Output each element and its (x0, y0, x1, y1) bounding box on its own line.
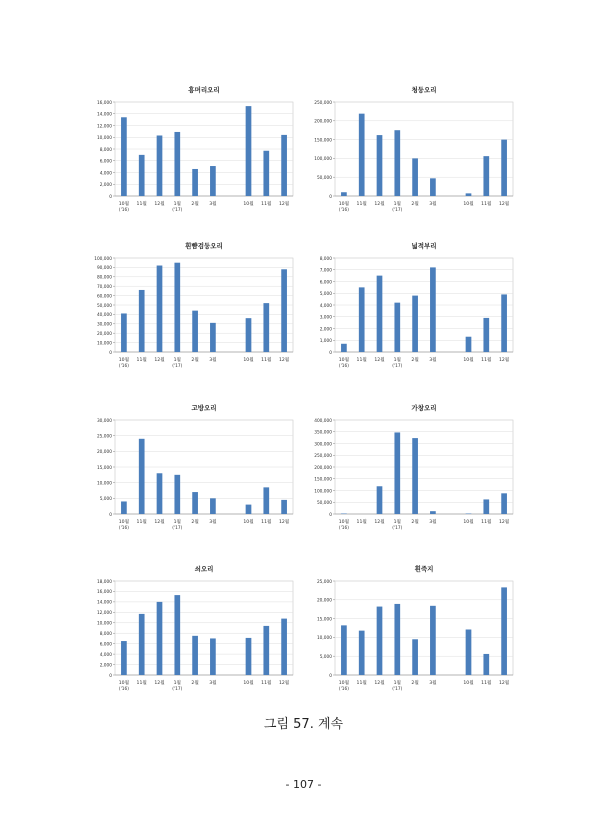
bar (281, 135, 287, 196)
x-year-label: ('17) (392, 364, 403, 369)
x-tick-label: 10월 (118, 520, 130, 525)
x-tick-label: 1월 (173, 520, 181, 525)
x-tick-label: 12월 (154, 358, 165, 363)
chart-title: 가창오리 (411, 404, 437, 412)
y-tick-label: 0 (109, 194, 112, 200)
bar (174, 263, 180, 352)
x-tick-label: 12월 (374, 681, 385, 686)
bar (359, 631, 365, 675)
y-tick-label: 18,000 (96, 579, 112, 585)
bar (192, 636, 198, 675)
x-tick-label: 1월 (173, 681, 181, 686)
bar (430, 267, 436, 352)
bar (359, 114, 365, 196)
x-tick-label: 3월 (429, 681, 437, 686)
y-tick-label: 6,000 (99, 642, 112, 648)
x-tick-label: 2월 (191, 520, 199, 525)
y-tick-label: 4,000 (99, 171, 112, 177)
bar (430, 178, 436, 196)
bar (263, 303, 269, 352)
y-tick-label: 20,000 (316, 598, 332, 604)
x-tick-label: 12월 (498, 681, 510, 686)
x-tick-label: 12월 (278, 681, 290, 686)
bar (139, 155, 145, 196)
x-tick-label: 1월 (173, 202, 181, 207)
x-tick-label: 1월 (393, 520, 401, 525)
x-tick-label: 11월 (356, 358, 367, 363)
bar (377, 276, 383, 352)
x-year-label: ('17) (172, 526, 183, 531)
chart-gobang-ori (90, 404, 295, 534)
bar (281, 619, 287, 675)
x-year-label: ('16) (118, 526, 129, 531)
y-tick-label: 10,000 (96, 621, 112, 627)
bar (341, 625, 347, 675)
bar (210, 638, 216, 675)
bar (341, 344, 347, 352)
bar (412, 158, 418, 196)
bar (377, 607, 383, 675)
y-tick-label: 3,000 (319, 315, 332, 321)
y-tick-label: 2,000 (99, 183, 112, 189)
bar (412, 296, 418, 352)
y-tick-label: 90,000 (96, 266, 112, 272)
x-tick-label: 3월 (209, 358, 217, 363)
x-tick-label: 11월 (356, 202, 367, 207)
bar (121, 641, 127, 675)
bar (377, 135, 383, 196)
chart-huinppyam-geomdung-ori (90, 242, 295, 372)
x-tick-label: 11월 (136, 520, 147, 525)
bar (394, 432, 400, 514)
bar (483, 654, 489, 675)
y-tick-label: 0 (109, 512, 112, 518)
x-tick-label: 1월 (393, 681, 401, 686)
bar (139, 614, 145, 675)
bar (412, 639, 418, 675)
y-tick-label: 250,000 (314, 454, 332, 460)
y-tick-label: 8,000 (319, 256, 332, 262)
y-tick-label: 4,000 (99, 652, 112, 658)
x-year-label: ('16) (118, 364, 129, 369)
x-year-label: ('16) (338, 526, 349, 531)
y-tick-label: 100,000 (94, 256, 112, 262)
bar (466, 337, 472, 352)
y-tick-label: 5,000 (319, 292, 332, 298)
x-tick-label: 2월 (191, 681, 199, 686)
x-tick-label: 11월 (356, 681, 367, 686)
x-tick-label: 3월 (209, 202, 217, 207)
bar (483, 318, 489, 352)
y-tick-label: 25,000 (96, 434, 112, 440)
y-tick-label: 7,000 (319, 268, 332, 274)
bar (501, 140, 507, 196)
bar (412, 438, 418, 514)
x-tick-label: 11월 (481, 681, 492, 686)
chart-gachang-ori (310, 404, 515, 534)
y-tick-label: 70,000 (96, 285, 112, 290)
y-tick-label: 10,000 (96, 136, 112, 142)
x-tick-label: 11월 (261, 681, 272, 686)
x-year-label: ('17) (392, 208, 403, 213)
chart-neoljeokburi (310, 242, 515, 372)
x-tick-label: 12월 (498, 358, 510, 363)
y-tick-label: 100,000 (314, 157, 332, 163)
y-tick-label: 6,000 (319, 280, 332, 286)
y-tick-label: 2,000 (319, 327, 332, 333)
bar (174, 595, 180, 675)
x-year-label: ('16) (118, 208, 129, 213)
bar (121, 117, 127, 196)
x-tick-label: 3월 (209, 520, 217, 525)
y-tick-label: 60,000 (96, 294, 112, 300)
chart-title: 쇠오리 (194, 565, 214, 573)
y-tick-label: 20,000 (96, 450, 112, 456)
bar (210, 166, 216, 196)
chart-huinjukji (310, 565, 515, 695)
x-tick-label: 10월 (338, 358, 350, 363)
x-tick-label: 10월 (463, 681, 474, 686)
bar (483, 499, 489, 514)
bar (246, 638, 252, 675)
x-tick-label: 12월 (374, 520, 385, 525)
y-tick-label: 150,000 (314, 138, 332, 144)
bar (174, 475, 180, 514)
x-tick-label: 11월 (261, 520, 272, 525)
bar (341, 192, 347, 196)
bar (281, 269, 287, 352)
x-tick-label: 1월 (393, 202, 401, 207)
y-tick-label: 2,000 (99, 663, 112, 669)
y-tick-label: 14,000 (96, 112, 112, 118)
x-year-label: ('17) (172, 687, 183, 692)
y-tick-label: 5,000 (319, 655, 332, 660)
x-tick-label: 2월 (411, 681, 419, 686)
y-tick-label: 50,000 (96, 303, 112, 309)
x-tick-label: 2월 (411, 520, 419, 525)
y-tick-label: 250,000 (314, 100, 332, 106)
bar (210, 498, 216, 514)
bar (192, 311, 198, 352)
bar (359, 287, 365, 352)
x-tick-label: 2월 (411, 202, 419, 207)
x-tick-label: 2월 (191, 202, 199, 207)
y-tick-label: 12,000 (96, 611, 112, 617)
bar (157, 266, 163, 352)
bar (192, 169, 198, 196)
bar (157, 473, 163, 514)
y-tick-label: 0 (329, 673, 332, 679)
chart-title: 고방오리 (191, 404, 217, 412)
y-tick-label: 0 (109, 350, 112, 356)
bar (263, 151, 269, 196)
x-tick-label: 3월 (429, 520, 437, 525)
y-tick-label: 14,000 (96, 600, 112, 606)
bar (501, 493, 507, 514)
x-tick-label: 12월 (374, 202, 385, 207)
chart-cheongdung-ori (310, 86, 515, 216)
x-tick-label: 11월 (481, 520, 492, 525)
y-tick-label: 80,000 (96, 275, 112, 281)
x-tick-label: 12월 (278, 358, 290, 363)
bar (394, 130, 400, 196)
bar (174, 132, 180, 196)
x-year-label: ('16) (118, 687, 129, 692)
y-tick-label: 4,000 (319, 303, 332, 309)
x-tick-label: 2월 (191, 358, 199, 363)
x-tick-label: 10월 (463, 358, 474, 363)
x-year-label: ('16) (338, 687, 349, 692)
y-tick-label: 30,000 (96, 322, 112, 328)
x-year-label: ('17) (172, 364, 183, 369)
x-tick-label: 10월 (118, 202, 130, 207)
y-tick-label: 15,000 (96, 465, 112, 471)
x-tick-label: 3월 (429, 358, 437, 363)
bar (246, 505, 252, 514)
y-tick-label: 350,000 (314, 430, 332, 436)
bar (501, 294, 507, 352)
y-tick-label: 200,000 (314, 465, 332, 471)
bar (157, 135, 163, 196)
x-tick-label: 12월 (278, 202, 290, 207)
y-tick-label: 12,000 (96, 124, 112, 130)
x-tick-label: 12월 (154, 520, 165, 525)
x-tick-label: 12월 (498, 520, 510, 525)
y-tick-label: 1,000 (319, 339, 332, 345)
bar (466, 193, 472, 196)
x-tick-label: 10월 (243, 358, 254, 363)
x-year-label: ('17) (172, 208, 183, 213)
x-tick-label: 10월 (243, 520, 254, 525)
x-tick-label: 10월 (463, 520, 474, 525)
x-tick-label: 10월 (463, 202, 474, 207)
y-tick-label: 300,000 (314, 442, 332, 448)
x-tick-label: 11월 (136, 358, 147, 363)
figure-caption: 그림 57. 계속 (263, 717, 344, 732)
x-tick-label: 11월 (481, 358, 492, 363)
y-tick-label: 25,000 (316, 579, 332, 585)
bar (394, 604, 400, 675)
y-tick-label: 50,000 (316, 501, 332, 507)
y-tick-label: 8,000 (99, 632, 112, 638)
bar (121, 501, 127, 514)
x-tick-label: 1월 (393, 358, 401, 363)
x-tick-label: 10월 (118, 681, 130, 686)
y-tick-label: 6,000 (99, 159, 112, 165)
x-tick-label: 11월 (261, 358, 272, 363)
x-tick-label: 3월 (209, 681, 217, 686)
x-tick-label: 3월 (429, 202, 437, 207)
chart-soe-ori (90, 565, 295, 695)
chart-title: 흥머리오리 (188, 86, 220, 94)
bar (246, 106, 252, 196)
y-tick-label: 0 (329, 194, 332, 200)
bar (430, 511, 436, 514)
bar (121, 313, 127, 352)
y-tick-label: 20,000 (96, 332, 112, 337)
x-tick-label: 10월 (118, 358, 130, 363)
x-tick-label: 10월 (338, 681, 350, 686)
x-tick-label: 11월 (136, 681, 147, 686)
bar (377, 486, 383, 514)
x-tick-label: 12월 (374, 358, 385, 363)
x-year-label: ('17) (392, 526, 403, 531)
y-tick-label: 8,000 (99, 147, 112, 153)
x-tick-label: 10월 (338, 520, 350, 525)
x-tick-label: 12월 (498, 202, 510, 207)
bar (246, 318, 252, 352)
x-tick-label: 11월 (261, 202, 272, 207)
y-tick-label: 0 (329, 512, 332, 518)
bar (263, 626, 269, 675)
y-tick-label: 30,000 (96, 418, 112, 424)
x-tick-label: 11월 (481, 202, 492, 207)
bar (263, 487, 269, 514)
chart-heungmeori-ori (90, 86, 295, 216)
y-tick-label: 5,000 (99, 497, 112, 503)
x-tick-label: 11월 (356, 520, 367, 525)
chart-title: 청둥오리 (411, 86, 437, 94)
bar (210, 323, 216, 352)
y-tick-label: 16,000 (96, 590, 112, 596)
x-tick-label: 12월 (154, 202, 165, 207)
y-tick-label: 40,000 (96, 313, 112, 319)
x-tick-label: 10월 (338, 202, 350, 207)
y-tick-label: 50,000 (316, 176, 332, 181)
chart-title: 넓적부리 (411, 242, 437, 250)
bar (157, 602, 163, 675)
x-year-label: ('16) (338, 364, 349, 369)
bar (430, 606, 436, 675)
y-tick-label: 15,000 (316, 617, 332, 623)
bar (466, 630, 472, 675)
y-tick-label: 10,000 (316, 636, 332, 642)
chart-title: 흰뺨검둥오리 (185, 242, 223, 250)
bar (139, 290, 145, 352)
x-tick-label: 11월 (136, 202, 147, 207)
x-tick-label: 12월 (154, 681, 165, 686)
x-tick-label: 10월 (243, 681, 254, 686)
bar (483, 156, 489, 196)
x-year-label: ('16) (338, 208, 349, 213)
bar (139, 439, 145, 514)
x-tick-label: 12월 (278, 520, 290, 525)
y-tick-label: 16,000 (96, 100, 112, 106)
bar (281, 500, 287, 514)
y-tick-label: 0 (109, 673, 112, 679)
page-number: - 107 - (285, 778, 322, 791)
bar (192, 492, 198, 514)
y-tick-label: 400,000 (314, 418, 332, 424)
bar (394, 303, 400, 352)
y-tick-label: 150,000 (314, 477, 332, 483)
y-tick-label: 0 (329, 350, 332, 356)
y-tick-label: 10,000 (96, 481, 112, 487)
x-tick-label: 2월 (411, 358, 419, 363)
x-tick-label: 10월 (243, 202, 254, 207)
bar (501, 587, 507, 675)
x-year-label: ('17) (392, 687, 403, 692)
y-tick-label: 200,000 (314, 119, 332, 125)
chart-title: 흰죽지 (414, 565, 434, 573)
y-tick-label: 10,000 (96, 341, 112, 347)
y-tick-label: 100,000 (314, 489, 332, 495)
x-tick-label: 1월 (173, 358, 181, 363)
